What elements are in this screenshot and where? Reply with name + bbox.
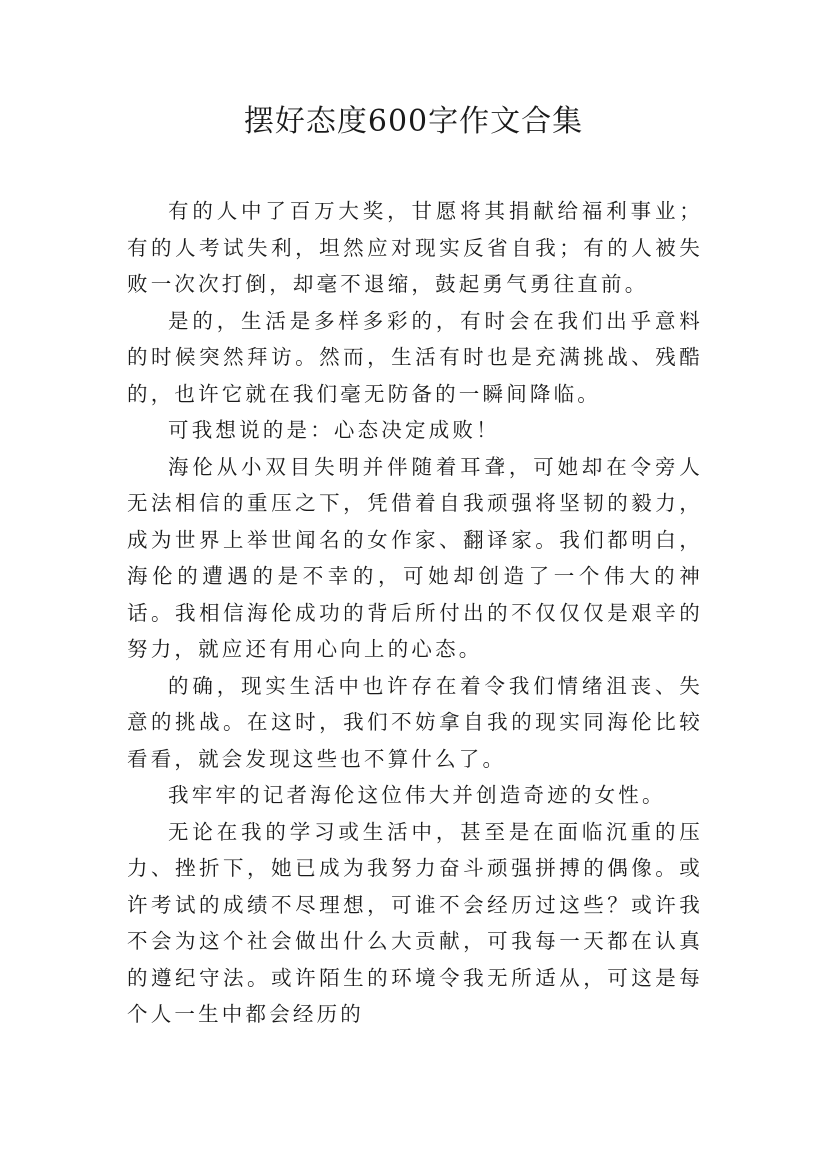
- paragraph: 有的人中了百万大奖，甘愿将其捐献给福利事业；有的人考试失利，坦然应对现实反省自我；有的人被失败一次次打倒，却毫不退缩，鼓起勇气勇往直前。: [127, 199, 703, 296]
- paragraph: 可我想说的是：心态决定成败！: [168, 418, 500, 442]
- paragraph: 的确，现实生活中也许存在着令我们情绪沮丧、失意的挑战。在这时，我们不妨拿自我的现实同海伦比较看看，就会发现这些也不算什么了。: [127, 673, 703, 771]
- paragraph: 是的，生活是多样多彩的，有时会在我们出乎意料的时候突然拜访。然而，生活有时也是充满挑战、残酷的，也许它就在我们毫无防备的一瞬间降临。: [127, 308, 703, 406]
- paragraph: 无论在我的学习或生活中，甚至是在面临沉重的压力、挫折下，她已成为我努力奋斗顽强拼搏的偶像。或许考试的成绩不尽理想，可谁不会经历过这些？或许我不会为这个社会做出什么大贡献，可我每一天都在认真的遵纪守法。或许陌生的环境令我无所适从，可这是每个人一生中都会经历的: [127, 819, 703, 1026]
- paragraph: 海伦从小双目失明并伴随着耳聋，可她却在令旁人无法相信的重压之下，凭借着自我顽强将坚韧的毅力，成为世界上举世闻名的女作家、翻译家。我们都明白，海伦的遭遇的是不幸的，可她却创造了一个伟大的神话。我相信海伦成功的背后所付出的不仅仅仅是艰辛的努力，就应还有用心向上的心态。: [127, 454, 703, 661]
- paragraph: 我牢牢的记者海伦这位伟大并创造奇迹的女性。: [168, 783, 666, 807]
- article-body: [127, 193, 703, 1033]
- page-title: 摆好态度600字作文合集: [243, 104, 584, 139]
